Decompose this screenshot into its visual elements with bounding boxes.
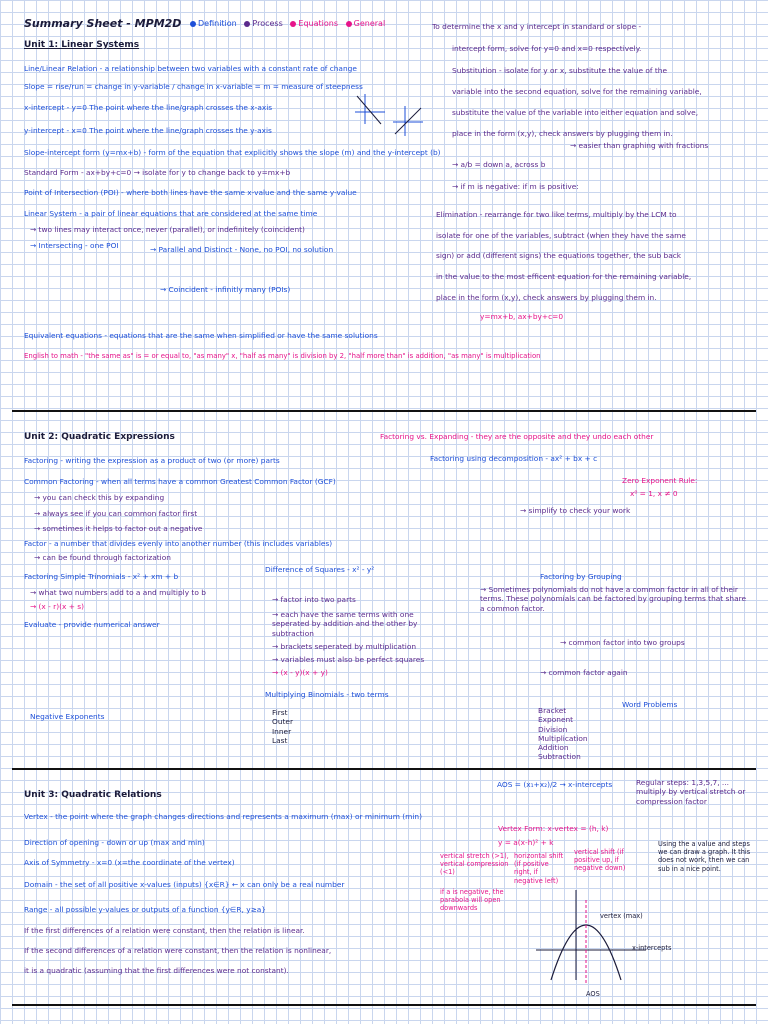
unit3-right: Using the a value and steps we can draw a graph. It this does not work, then we can sub in a nice point. (658, 840, 751, 873)
unit2-right: → common factor again (540, 668, 628, 677)
unit2-line: → sometimes it helps to factor out a negative (34, 524, 203, 533)
unit3-line: Vertex - the point where the graph changes directions and represents a maximum (max) or minimum (min) (24, 812, 422, 821)
unit3-line: Range - all possible y-values or outputs of a function {y∈R, y≥a} (24, 905, 267, 914)
unit3-right: if a is negative, the parabola will open downwards (440, 888, 504, 913)
unit2-right: Word Problems (622, 700, 678, 709)
unit1-line: Standard Form - ax+by+c=0 → isolate for y to change back to y=mx+b (24, 168, 291, 177)
legend-equations: Equations (290, 19, 338, 28)
unit1-right: y=mx+b, ax+by+c=0 (480, 312, 564, 321)
page-title: Summary Sheet - MPM2D (24, 17, 182, 30)
unit2-line: → what two numbers add to a and multiply to b (30, 588, 206, 597)
unit3-right: vertical shift (if positive up, if negative down) (574, 848, 626, 873)
unit2-mid: → each have the same terms with one seperated by addition and the other by subtraction (272, 610, 418, 638)
unit3-line: Domain - the set of all positive x-values (inputs) {x∈R} ← x can only be a real number (24, 880, 345, 889)
legend-general: General (346, 19, 386, 28)
slope-sketch-icon (355, 84, 425, 144)
legend-process: Process (244, 19, 282, 28)
unit3-line: If the first differences of a relation were constant, then the relation is linear. (24, 926, 305, 935)
legend (190, 19, 385, 29)
unit2-mid: First Outer Inner Last (272, 708, 293, 745)
parabola-sketch-icon (536, 880, 656, 990)
unit2-line: Factoring Simple Trinomials - x² + xm + b (24, 572, 179, 581)
unit3-right: Vertex Form: x-vertex = (h, k) (498, 824, 609, 833)
unit1-right: → a/b = down a, across b (452, 160, 546, 169)
unit2-mid: → (x - y)(x + y) (272, 668, 328, 677)
unit2-line: Evaluate - provide numerical answer (24, 620, 160, 629)
unit2-right: Factoring using decomposition - ax² + bx + c (430, 454, 598, 463)
unit2-right: Zero Exponent Rule: (622, 476, 698, 485)
unit1-right: place in the form (x,y), check answers by plugging them in. (452, 129, 673, 138)
unit2-right: Bracket Exponent Division Multiplication Addition Subtraction (538, 706, 588, 762)
unit1-line: Line/Linear Relation - a relationship between two variables with a constant rate of change (24, 64, 357, 73)
unit1-line: → Intersecting - one POI (30, 241, 119, 250)
unit1-line: → Coincident - infinitly many (POIs) (160, 285, 291, 294)
unit2-heading: Unit 2: Quadratic Expressions (24, 432, 175, 442)
unit3-right: vertical stretch (>1), vertical compression (<1) (440, 852, 509, 877)
unit3-right: x-intercepts (632, 944, 672, 952)
unit3-right: Regular steps: 1,3,5,7, ... multiply by vertical stretch or compression factor (636, 778, 746, 806)
unit2-mid: → brackets seperated by multiplication (272, 642, 417, 651)
unit1-line: Point of Intersection (POI) - where both lines have the same x-value and the same y-value (24, 188, 357, 197)
unit1-line: Linear System - a pair of linear equations that are considered at the same time (24, 209, 318, 218)
unit3-line: it is a quadratic (assuming that the first differences were not constant). (24, 966, 289, 975)
unit1-right: To determine the x and y intercept in standard or slope - (432, 22, 642, 31)
unit2-mid: → factor into two parts (272, 595, 356, 604)
unit1-line: Slope-intercept form (y=mx+b) - form of the equation that explicitly shows the slope (m) and the y-intercept (b) (24, 148, 441, 157)
unit2-mid: → variables must also be perfect squares (272, 655, 425, 664)
unit3-right: y = a(x-h)² + k (498, 838, 554, 847)
unit1-right: Elimination - rearrange for two like terms, multiply by the LCM to (436, 210, 677, 219)
section-divider (12, 410, 756, 412)
unit2-line: Negative Exponents (30, 712, 105, 721)
unit1-line: → two lines may interact once, never (parallel), or indefinitely (coincident) (30, 225, 305, 234)
unit1-right: place in the form (x,y), check answers by plugging them in. (436, 293, 657, 302)
unit1-line: Equivalent equations - equations that are the same when simplified or have the same solutions (24, 331, 378, 340)
unit1-right: substitute the value of the variable into either equation and solve, (452, 108, 699, 117)
unit3-right: horizontal shift (if positive right, if negative left) (514, 852, 564, 885)
unit1-right: sign) or add (different signs) the equations together, the sub back (436, 251, 682, 260)
unit1-line: → Parallel and Distinct - None, no POI, no solution (150, 245, 334, 254)
section-divider (12, 768, 756, 770)
unit3-line: If the second differences of a relation were constant, then the relation is nonlinear, (24, 946, 332, 955)
section-divider (12, 1004, 756, 1006)
unit2-right: x⁰ = 1, x ≠ 0 (630, 489, 678, 498)
unit1-right: variable into the second equation, solve for the remaining variable, (452, 87, 702, 96)
legend-definition: Definition (190, 19, 237, 28)
unit1-right: intercept form, solve for y=0 and x=0 respectively. (452, 44, 642, 53)
unit2-mid: Multiplying Binomials - two terms (265, 690, 389, 699)
unit3-right: AOS (586, 990, 600, 998)
unit2-right: Factoring by Grouping (540, 572, 622, 581)
unit2-line: → (x - r)(x + s) (30, 602, 84, 611)
unit2-line: → you can check this by expanding (34, 493, 165, 502)
unit1-right: → if m is negative: if m is positive: (452, 182, 579, 191)
unit1-right: → easier than graphing with fractions (570, 141, 709, 150)
unit2-line: Factor - a number that divides evenly into another number (this includes variables) (24, 539, 333, 548)
unit3-right: AOS = (x₁+x₂)/2 → x-intercepts (497, 780, 613, 789)
unit1-line: x-intercept - y=0 The point where the line/graph crosses the x-axis (24, 103, 273, 112)
unit1-line: y-intercept - x=0 The point where the line/graph crosses the y-axis (24, 126, 272, 135)
unit2-line: Common Factoring - when all terms have a common Greatest Common Factor (GCF) (24, 477, 336, 486)
unit1-heading: Unit 1: Linear Systems (24, 40, 140, 50)
unit3-line: Axis of Symmetry - x=0 (x=the coordinate of the vertex) (24, 858, 235, 867)
unit1-right: isolate for one of the variables, subtract (when they have the same (436, 231, 686, 240)
unit3-line: Direction of opening - down or up (max and min) (24, 838, 205, 847)
unit2-right: → Sometimes polynomials do not have a common factor in all of their terms. These polynomials can be factored by grouping terms that share a common factor. (480, 585, 747, 613)
unit3-heading: Unit 3: Quadratic Relations (24, 790, 162, 800)
unit1-line: English to math - "the same as" is = or equal to, "as many" x, "half as many" is division by 2, "half more than" is addition, "as many" is multiplication (24, 352, 541, 360)
unit2-right: → common factor into two groups (560, 638, 685, 647)
unit2-banner: Factoring vs. Expanding - they are the opposite and they undo each other (380, 432, 654, 441)
unit2-line: → can be found through factorization (34, 553, 171, 562)
unit2-line: Factoring - writing the expression as a product of two (or more) parts (24, 456, 280, 465)
unit2-mid: Difference of Squares - x² - y² (265, 565, 375, 574)
unit2-line: → always see if you can common factor first (34, 509, 198, 518)
unit3-right: vertex (max) (600, 912, 643, 920)
unit1-right: in the value to the most efficent equation for the remaining variable, (436, 272, 692, 281)
unit2-right: → simplify to check your work (520, 506, 631, 515)
unit1-right: Substitution - isolate for y or x, substitute the value of the (452, 66, 668, 75)
unit1-line: Slope = rise/run = change in y-variable / change in x-variable = m = measure of steepness (24, 82, 363, 91)
